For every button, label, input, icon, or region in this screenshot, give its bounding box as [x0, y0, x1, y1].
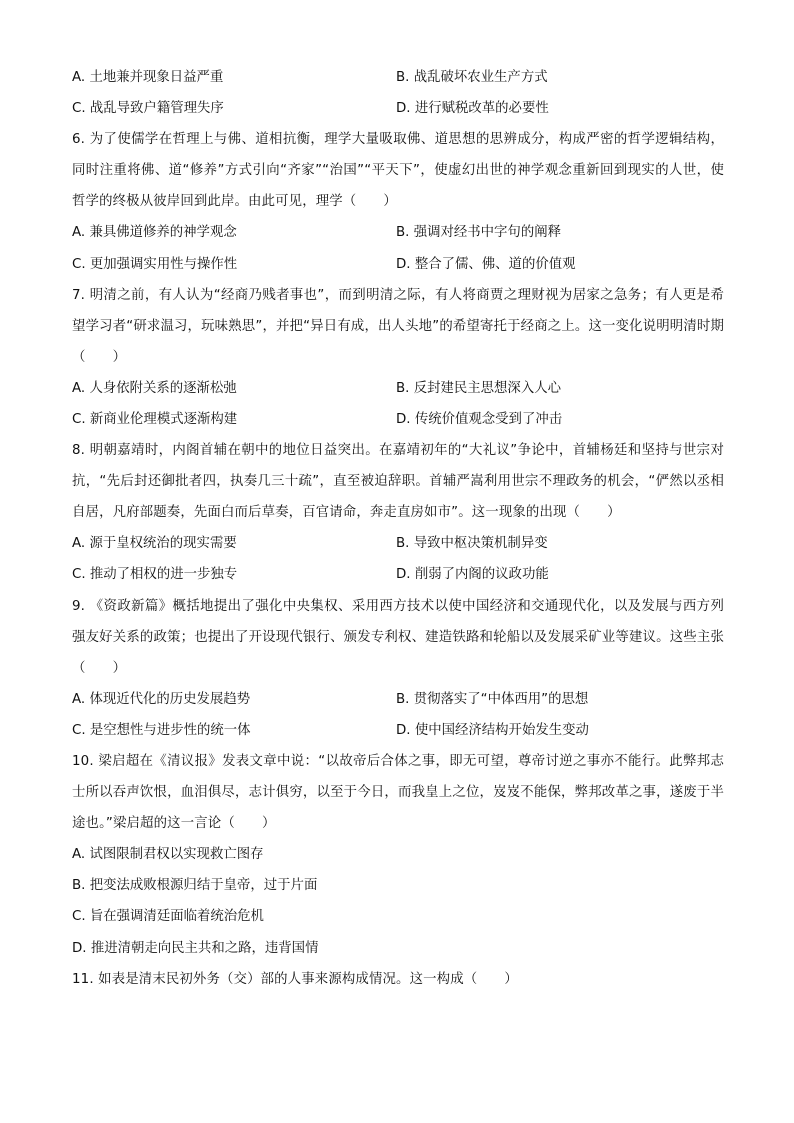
q9-option-c[interactable]: C. 是空想性与进步性的统一体: [72, 722, 251, 738]
q9-option-b[interactable]: B. 贯彻落实了“中体西用”的思想: [396, 691, 589, 707]
q9-stem: 9. 《资政新篇》概括地提出了强化中央集权、采用西方技术以使中国经济和交通现代化，以及发展与西方列强友好关系的政策；也提出了开设现代银行、颁发专利权、建造铁路和轮船以及发展采矿业等建议。这些主张（ ）: [72, 598, 724, 676]
q6-option-b[interactable]: B. 强调对经书中字句的阐释: [396, 225, 561, 241]
q8-option-b[interactable]: B. 导致中枢决策机制异变: [396, 536, 548, 552]
q5-option-a[interactable]: A. 土地兼并现象日益严重: [72, 70, 224, 85]
question-9: [72, 591, 724, 746]
q9-option-a[interactable]: A. 体现近代化的历史发展趋势: [72, 691, 251, 707]
q10-option-c[interactable]: C. 旨在强调清廷面临着统治危机: [72, 909, 264, 925]
q10-option-d[interactable]: D. 推进清朝走向民主共和之路，违背国情: [72, 940, 319, 956]
question-10: [72, 746, 724, 964]
question-7: [72, 280, 724, 435]
q8-option-a[interactable]: A. 源于皇权统治的现实需要: [72, 536, 237, 552]
q5-option-c[interactable]: C. 战乱导致户籍管理失序: [72, 101, 224, 117]
q7-option-a[interactable]: A. 人身依附关系的逐渐松弛: [72, 380, 237, 396]
q11-stem: 11. 如表是清末民初外务（交）部的人事来源构成情况。这一构成（ ）: [72, 971, 518, 987]
q8-option-d[interactable]: D. 削弱了内阁的议政功能: [396, 567, 549, 583]
q6-option-d[interactable]: D. 整合了儒、佛、道的价值观: [396, 256, 576, 272]
question-11: [72, 964, 724, 995]
q7-option-c[interactable]: C. 新商业伦理模式逐渐构建: [72, 412, 238, 428]
q10-option-a[interactable]: A. 试图限制君权以实现救亡图存: [72, 847, 264, 863]
q6-option-c[interactable]: C. 更加强调实用性与操作性: [72, 256, 238, 272]
question-5-options: [72, 62, 724, 124]
q8-stem: 8. 明朝嘉靖时，内阁首辅在朝中的地位日益突出。在嘉靖初年的“大礼议”争论中，首辅杨廷和坚持与世宗对抗，“先后封还御批者四，执奏几三十疏”，直至被迫辞职。首辅严嵩利用世宗不理政务的机会，“俨然以丞相自居，凡府部题奏，先面白而后草奏，百官请命，奔走直房如市”。这一现象的出现（ ）: [72, 443, 724, 521]
q8-option-c[interactable]: C. 推动了相权的进一步独专: [72, 567, 238, 583]
q6-option-a[interactable]: A. 兼具佛道修养的神学观念: [72, 225, 237, 241]
q6-stem: 6. 为了使儒学在哲理上与佛、道相抗衡，理学大量吸取佛、道思想的思辨成分，构成严密的哲学逻辑结构，同时注重将佛、道“修养”方式引向“齐家”“治国”“平天下”，使虚幻出世的神学观念重新回到现实的人世，使哲学的终极从彼岸回到此岸。由此可见，理学（ ）: [72, 132, 724, 210]
q9-option-d[interactable]: D. 使中国经济结构开始发生变动: [396, 722, 589, 738]
q10-option-b[interactable]: B. 把变法成败根源归结于皇帝，过于片面: [72, 878, 318, 894]
q7-option-b[interactable]: B. 反封建民主思想深入人心: [396, 380, 561, 396]
q5-option-d[interactable]: D. 进行赋税改革的必要性: [396, 101, 549, 117]
exam-page: [72, 62, 724, 995]
q7-stem: 7. 明清之前，有人认为“经商乃贱者事也”，而到明清之际，有人将商贾之理财视为居家之急务；有人更是希望学习者“研求温习，玩味熟思”，并把“异日有成，出人头地”的希望寄托于经商之上。这一变化说明明清时期（ ）: [72, 287, 724, 365]
question-6: [72, 124, 724, 279]
q5-option-b[interactable]: B. 战乱破坏农业生产方式: [396, 70, 548, 85]
q7-option-d[interactable]: D. 传统价值观念受到了冲击: [396, 412, 563, 428]
q10-stem: 10. 梁启超在《清议报》发表文章中说：“以故帝后合体之事，即无可望，尊帝讨逆之事亦不能行。此弊邦志士所以吞声饮恨，血泪俱尽，志计俱穷，以至于今日，而我皇上之位，岌岌不能保，弊邦改革之事，遂废于半途也。”梁启超的这一言论（ ）: [72, 754, 724, 832]
question-8: [72, 435, 724, 590]
